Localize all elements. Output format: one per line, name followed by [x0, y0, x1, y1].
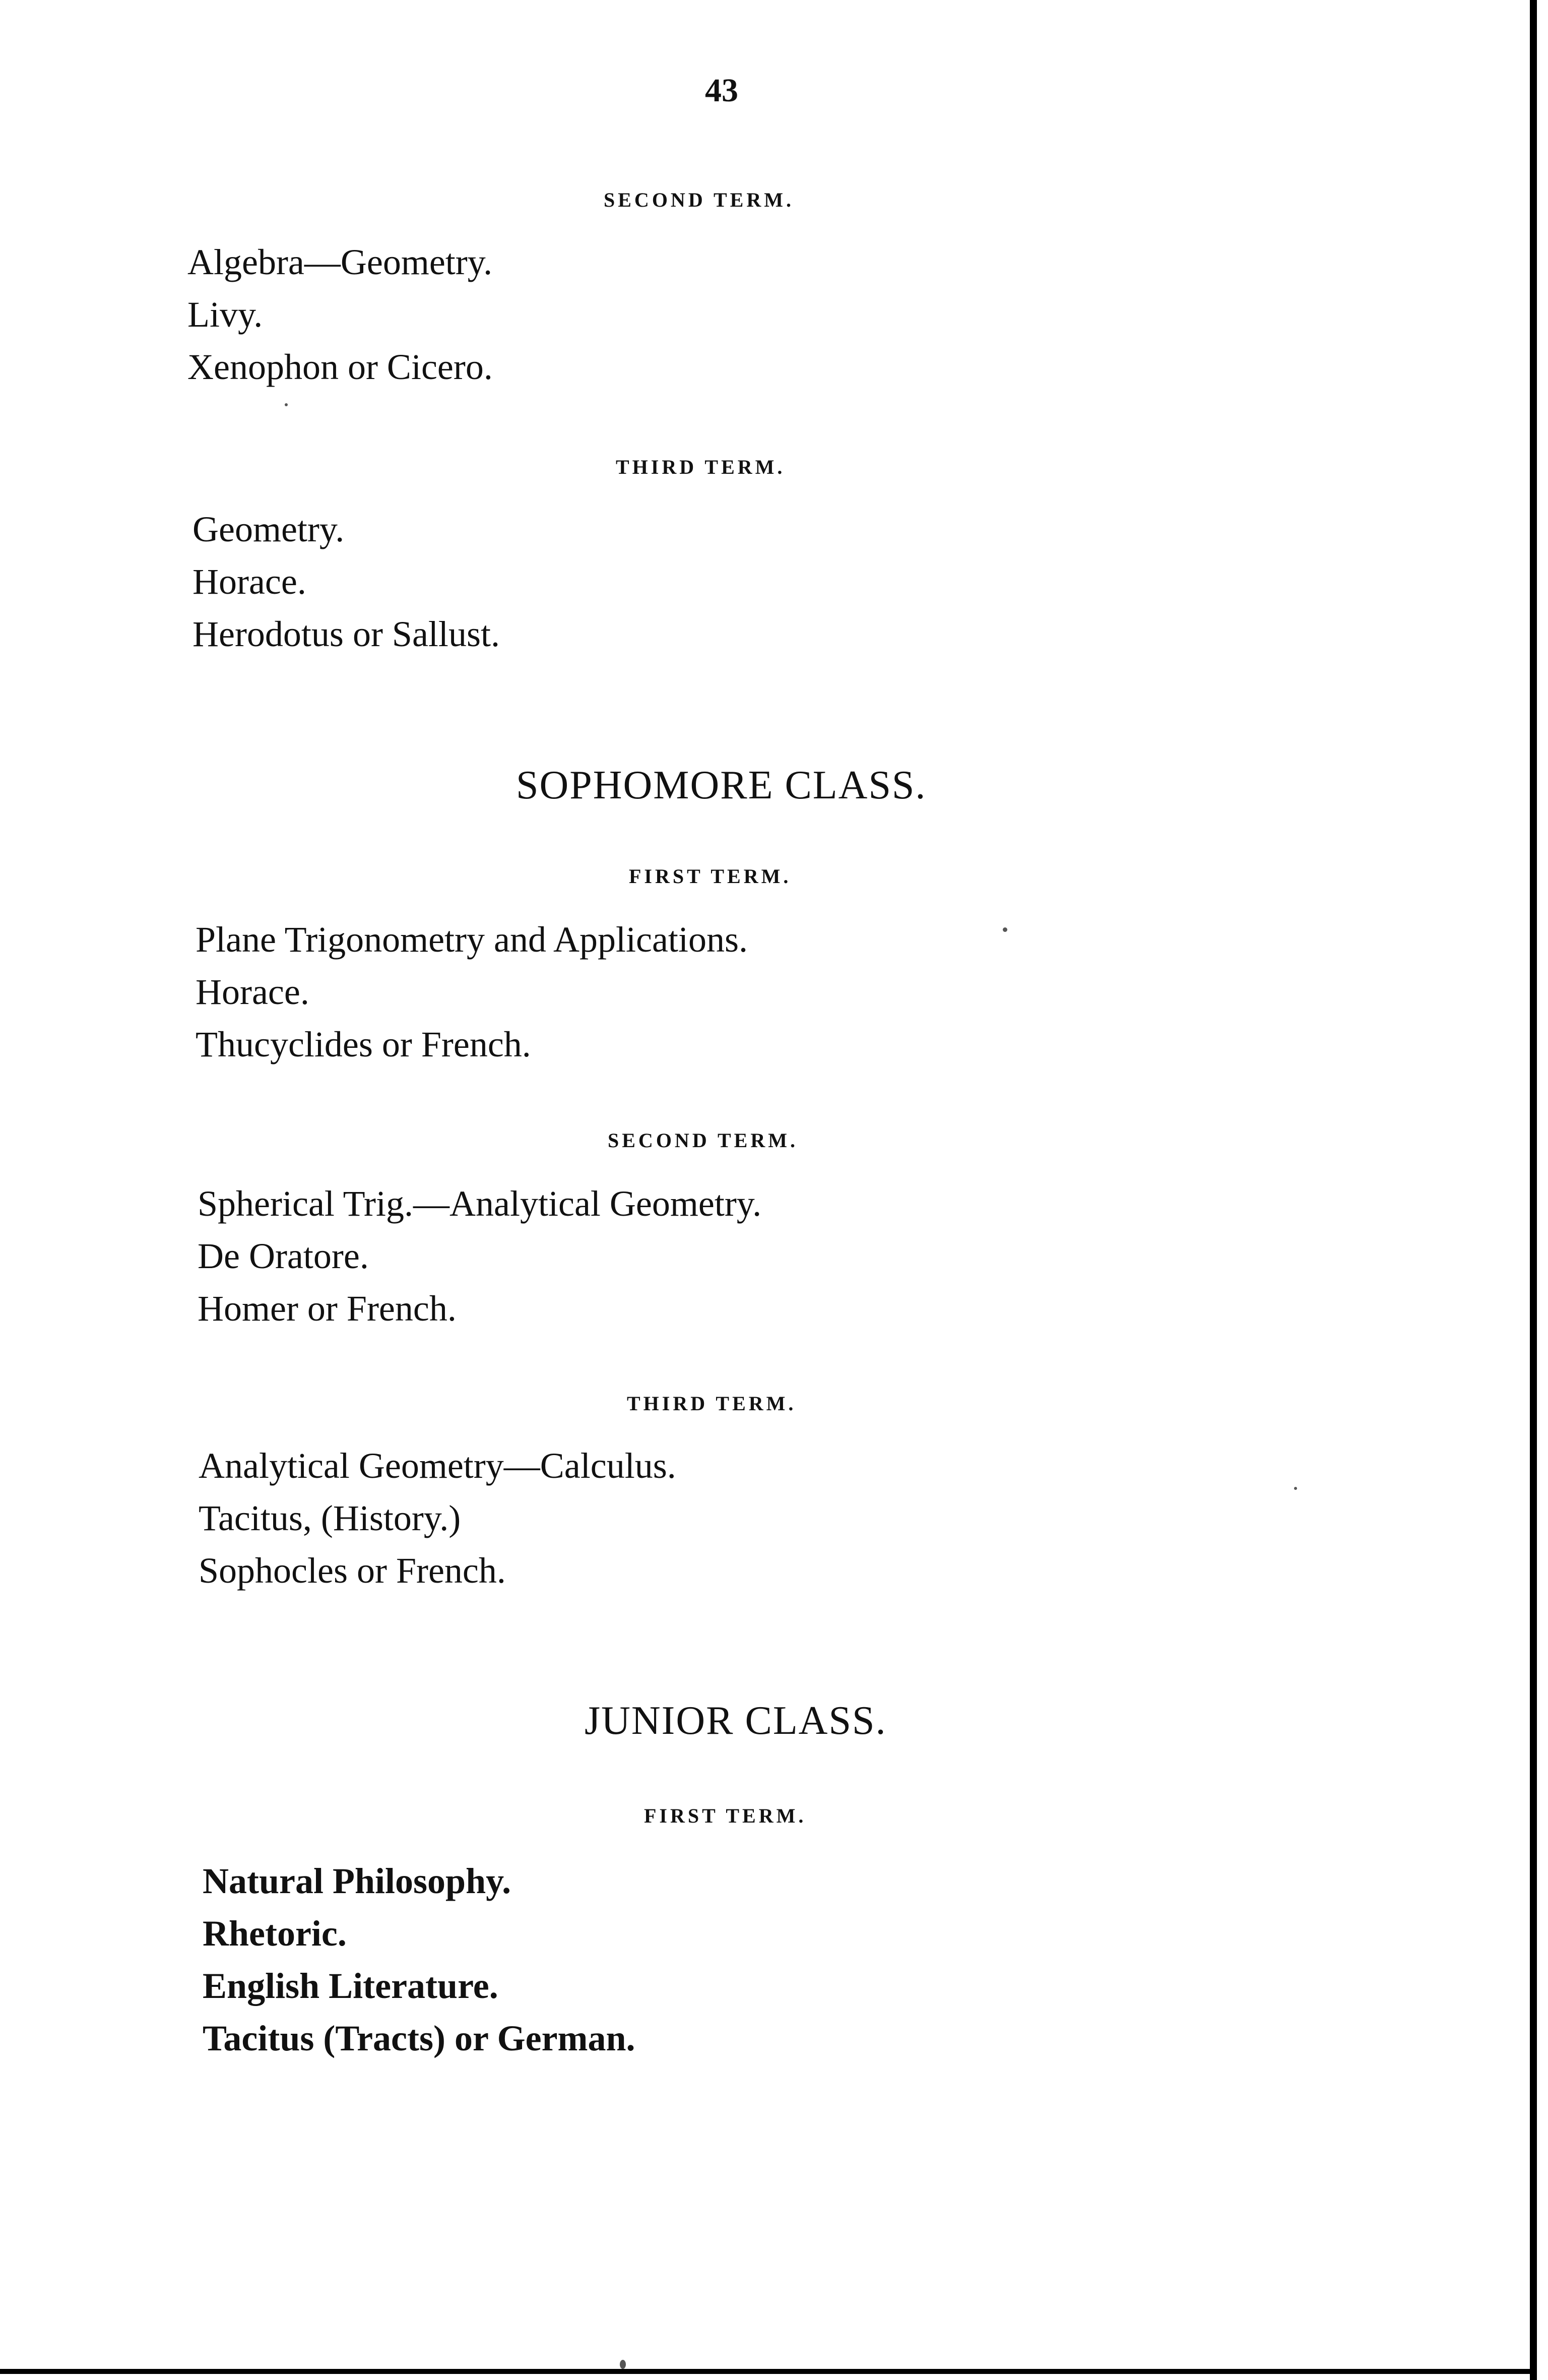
course-item: Horace.: [196, 972, 309, 1012]
scan-speck: [620, 2360, 626, 2369]
term-heading-second: SECOND TERM.: [604, 189, 794, 211]
term-heading-third: THIRD TERM.: [616, 456, 786, 478]
scan-speck: [285, 403, 288, 406]
course-item: Tacitus, (History.): [199, 1498, 461, 1538]
scan-edge-bottom: [0, 2369, 1537, 2374]
course-list-second-term: [187, 236, 493, 393]
term-heading-third: THIRD TERM.: [627, 1392, 797, 1415]
scan-edge-right: [1530, 0, 1537, 2380]
scan-speck: [1294, 1487, 1297, 1490]
course-list-second-term: [198, 1177, 761, 1335]
course-item: Homer or French.: [198, 1288, 457, 1329]
course-list-third-term: [199, 1439, 676, 1597]
course-item: Horace.: [192, 561, 306, 602]
course-item: Plane Trigonometry and Applications.: [196, 919, 748, 960]
course-item: Spherical Trig.—Analytical Geometry.: [198, 1183, 762, 1224]
course-item: Herodotus or Sallust.: [192, 614, 500, 654]
course-item: De Oratore.: [198, 1236, 369, 1276]
course-item: English Literature.: [203, 1966, 498, 2006]
course-item: Tacitus (Tracts) or German.: [203, 2018, 635, 2058]
term-heading-first: FIRST TERM.: [644, 1804, 807, 1827]
course-item: Xenophon or Cicero.: [187, 347, 493, 387]
course-item: Livy.: [187, 294, 263, 335]
course-item: Thucyclides or French.: [196, 1024, 531, 1064]
class-heading-sophomore: SOPHOMORE CLASS.: [516, 763, 927, 807]
course-list-first-term: [203, 1855, 635, 2064]
scan-speck: [1003, 927, 1007, 932]
term-heading-second: SECOND TERM.: [608, 1129, 798, 1152]
course-list-first-term: [196, 913, 748, 1071]
class-heading-junior: JUNIOR CLASS.: [585, 1699, 887, 1743]
course-item: Sophocles or French.: [199, 1550, 506, 1591]
page-number: 43: [705, 72, 738, 109]
term-heading-first: FIRST TERM.: [629, 865, 792, 888]
course-item: Algebra—Geometry.: [187, 242, 493, 282]
course-item: Analytical Geometry—Calculus.: [199, 1446, 676, 1486]
course-item: Geometry.: [192, 509, 345, 549]
course-item: Rhetoric.: [203, 1913, 347, 1954]
course-list-third-term: [192, 503, 500, 660]
course-item: Natural Philosophy.: [203, 1861, 511, 1901]
